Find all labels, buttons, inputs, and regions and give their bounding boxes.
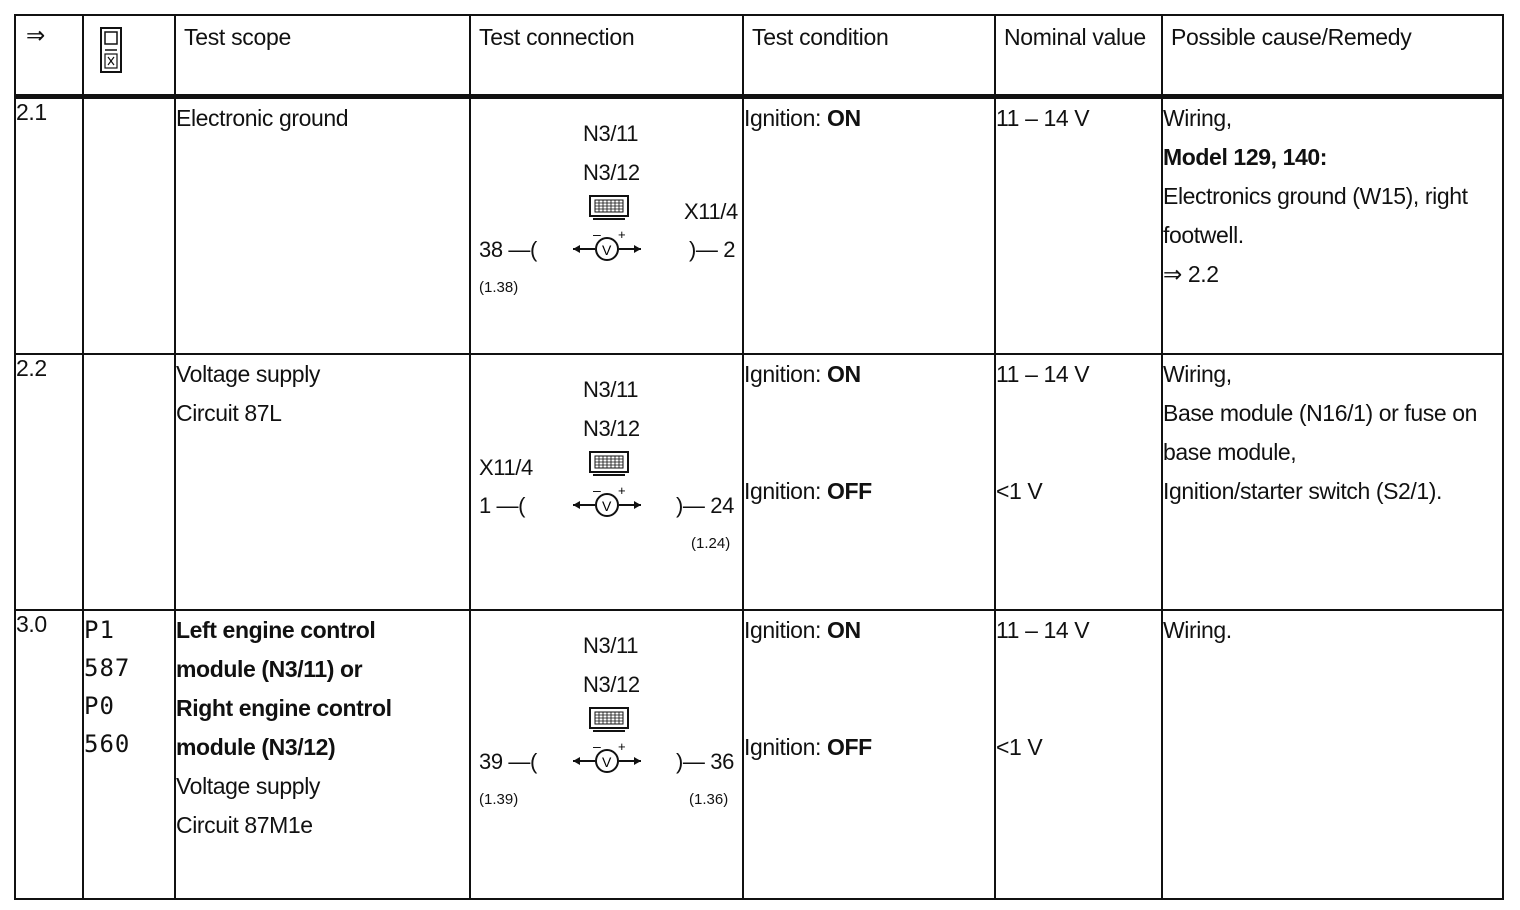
test-condition — [743, 97, 995, 355]
step-number: 2.2 — [16, 354, 83, 610]
test-scope — [175, 610, 470, 898]
test-connection — [470, 354, 743, 610]
remedy-link[interactable]: ⇒ 2.2 — [1163, 261, 1219, 287]
header-row — [16, 16, 1502, 97]
scope-line: Right engine control — [176, 695, 392, 721]
step-number: 2.1 — [16, 97, 83, 355]
table-row — [16, 610, 1502, 898]
control-module-icon — [589, 707, 629, 733]
diagnostic-tester-icon — [98, 26, 124, 80]
condition-line: Ignition: OFF — [744, 734, 872, 760]
nominal-value — [995, 97, 1162, 355]
fault-code — [83, 610, 175, 898]
nominal-value — [995, 610, 1162, 898]
module-label: N3/11 — [583, 633, 639, 658]
possible-cause — [1162, 610, 1502, 898]
remedy-line: Electronics ground (W15), right — [1163, 183, 1468, 209]
right-pin: )— 24 — [676, 493, 734, 518]
header-possible-cause: Possible cause/Remedy — [1162, 16, 1502, 97]
svg-text:–: – — [593, 741, 601, 754]
pin-reference: (1.24) — [691, 535, 731, 552]
svg-text:–: – — [593, 485, 601, 498]
test-table-sheet — [14, 14, 1504, 900]
svg-text:V: V — [602, 498, 612, 514]
header-test-connection: Test connection — [470, 16, 743, 97]
nominal-line: <1 V — [996, 734, 1043, 760]
header-tester — [83, 16, 175, 97]
header-test-scope: Test scope — [175, 16, 470, 97]
possible-cause — [1162, 354, 1502, 610]
pin-reference: (1.36) — [689, 791, 729, 808]
nominal-line: <1 V — [996, 478, 1043, 504]
scope-line: Circuit 87L — [176, 400, 282, 426]
step-number: 3.0 — [16, 610, 83, 898]
table-row — [16, 354, 1502, 610]
fault-code-line: P0 560 — [84, 692, 131, 758]
control-module-icon — [589, 451, 629, 477]
svg-text:+: + — [618, 229, 626, 242]
possible-cause — [1162, 97, 1502, 355]
header-nominal-value: Nominal value — [995, 16, 1162, 97]
svg-text:+: + — [618, 741, 626, 754]
module-label: N3/12 — [583, 416, 640, 441]
fault-code — [83, 354, 175, 610]
nominal-line: 11 – 14 V — [996, 617, 1090, 643]
test-table — [16, 16, 1502, 898]
scope-line: Voltage supply — [176, 361, 321, 387]
test-scope — [175, 354, 470, 610]
left-pin: 39 —( — [479, 749, 537, 774]
header-arrow: ⇒ — [16, 16, 83, 97]
left-pin: 1 —( — [479, 493, 526, 518]
test-connection — [470, 97, 743, 355]
scope-line: module (N3/11) or — [176, 656, 363, 682]
remedy-line: footwell. — [1163, 222, 1244, 248]
module-label: N3/12 — [583, 672, 640, 697]
control-module-icon — [589, 195, 629, 221]
remedy-line: Model 129, 140: — [1163, 144, 1328, 170]
nominal-line: 11 – 14 V — [996, 105, 1090, 131]
condition-line: Ignition: OFF — [744, 478, 872, 504]
pin-reference: (1.38) — [479, 279, 519, 296]
scope-line: Voltage supply — [176, 773, 321, 799]
test-condition — [743, 354, 995, 610]
test-scope — [175, 97, 470, 355]
condition-line: Ignition: ON — [744, 105, 861, 131]
header-test-condition: Test condition — [743, 16, 995, 97]
connection-diagram — [471, 99, 742, 339]
module-label: N3/12 — [583, 160, 640, 185]
right-pin: )— 36 — [676, 749, 734, 774]
nominal-line: 11 – 14 V — [996, 361, 1090, 387]
scope-line: Circuit 87M1e — [176, 812, 313, 838]
svg-text:–: – — [593, 229, 601, 242]
scope-line: module (N3/12) — [176, 734, 336, 760]
side-label: X11/4 — [479, 455, 533, 480]
svg-text:V: V — [602, 242, 612, 258]
left-pin: 38 —( — [479, 237, 537, 262]
fault-code-line: P1 587 — [84, 616, 131, 682]
svg-text:+: + — [618, 485, 626, 498]
remedy-line: Ignition/starter switch (S2/1). — [1163, 478, 1443, 504]
test-connection — [470, 610, 743, 898]
svg-text:V: V — [602, 754, 612, 770]
pin-reference: (1.39) — [479, 791, 519, 808]
connection-diagram — [471, 355, 742, 595]
test-condition — [743, 610, 995, 898]
side-label: X11/4 — [684, 199, 738, 224]
table-row — [16, 97, 1502, 355]
condition-line: Ignition: ON — [744, 361, 861, 387]
remedy-line: Wiring. — [1163, 617, 1232, 643]
module-label: N3/11 — [583, 377, 639, 402]
remedy-line: Wiring, — [1163, 105, 1232, 131]
module-label: N3/11 — [583, 121, 639, 146]
remedy-line: Base module (N16/1) or fuse on — [1163, 400, 1478, 426]
voltmeter-icon — [571, 741, 643, 777]
voltmeter-icon — [571, 229, 643, 265]
condition-line: Ignition: ON — [744, 617, 861, 643]
connection-diagram — [471, 611, 742, 851]
scope-line: Electronic ground — [176, 105, 349, 131]
scope-line: Left engine control — [176, 617, 376, 643]
remedy-line: Wiring, — [1163, 361, 1232, 387]
remedy-line: base module, — [1163, 439, 1297, 465]
voltmeter-icon — [571, 485, 643, 521]
fault-code — [83, 97, 175, 355]
nominal-value — [995, 354, 1162, 610]
right-pin: )— 2 — [689, 237, 736, 262]
